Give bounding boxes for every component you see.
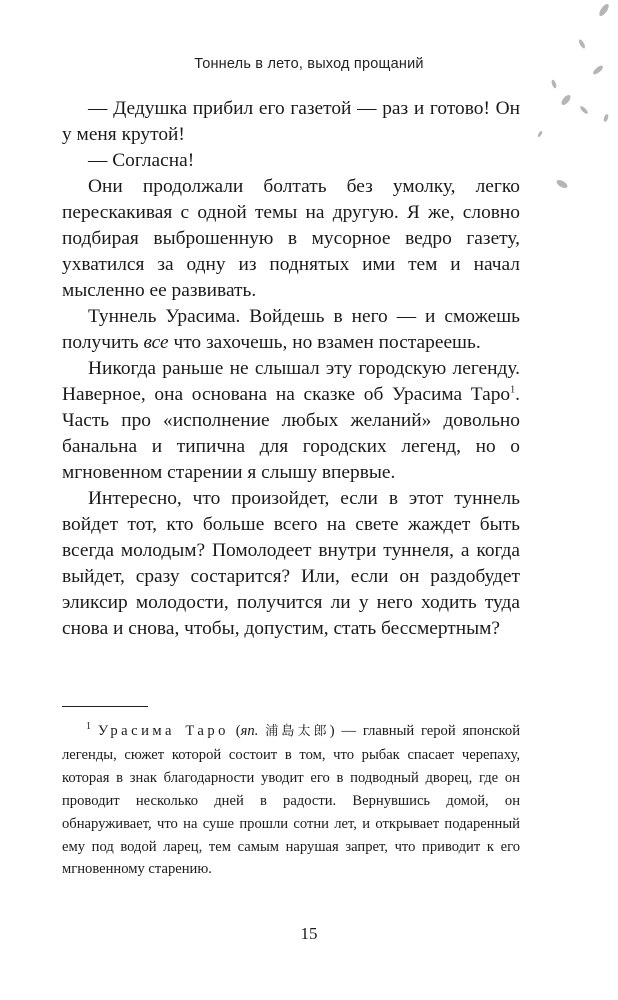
paragraph-narration-2 bbox=[62, 304, 520, 356]
paragraph-dialogue-2: — Согласна! bbox=[88, 150, 195, 171]
paragraph-narration-3 bbox=[62, 356, 520, 486]
paragraph-narration-4: Интересно, что произойдет, если в этот туннель войдет тот, кто больше всего на свете жаждет быть всегда молодым? Помолодеет внутри туннеля, а когда выйдет, сразу состарится? Или, если он раздобудет эликсир молодости, получится ли у него ходить туда снова и снова, чтобы, допустим, стать бессмертным? bbox=[62, 488, 520, 639]
footnote-reference[interactable]: 1 bbox=[510, 384, 516, 396]
footnote-paragraph: $^1$ Урасима Таро (яп. 浦島太郎) — главный герой японской легенды, сюжет которой состоит в том, что рыбак спасает черепаху, которая в знак благодарности уводит его в подводный дворец, где он проводит несколько дней в радости. Вернувшись домой, он обнаруживает, что на суше прошли сотни лет, и открывает подаренный ему под водой ларец, тем самым нарушая запрет, что приводит к его мгновенному старению. bbox=[62, 721, 521, 878]
footnote-original-term: 浦島太郎 bbox=[265, 724, 330, 739]
footnote-language-label: яп. bbox=[240, 723, 259, 739]
petals-icon bbox=[538, 0, 618, 200]
paragraph-narration-1: Они продолжали болтать без умолку, легко перескакивая с одной темы на другую. Я же, словно подбирая выброшенную в мусорное ведро газету, ухватился за одну из поднятых ими тем и начал мысленно ее развивать. bbox=[62, 176, 520, 301]
paragraph-text-fragment: Туннель Урасима. Войдешь в него — и сможешь получить bbox=[62, 306, 520, 353]
falling-petals-decoration bbox=[538, 0, 618, 200]
main-text bbox=[62, 96, 520, 642]
footnote-marker: 1 bbox=[86, 721, 91, 733]
footnote bbox=[62, 720, 520, 881]
paragraph-text-fragment: Никогда раньше не слышал эту городскую легенду. Наверное, она основана на сказке об Урасима Таро bbox=[62, 358, 520, 405]
page-number: 15 bbox=[300, 924, 318, 943]
footnote-text: — главный герой японской легенды, сюжет которой состоит в том, что рыбак спасает черепаху, которая в знак благодарности уводит его в подводный дворец, где он проводит несколько дней в радости. Вернувшись домой, он обнаруживает, что на суше прошли сотни лет, и открывает подаренный ему под водой ларец, тем самым нарушая запрет, что приводит к его мгновенному старению. bbox=[62, 723, 521, 878]
paragraph-dialogue-1: — Дедушка прибил его газетой — раз и готово! Он у меня крутой! bbox=[62, 98, 520, 145]
emphasis-word: все bbox=[143, 332, 169, 353]
footnote-term: Урасима Таро bbox=[97, 723, 229, 739]
running-head: Тоннель в лето, выход прощаний bbox=[194, 56, 424, 72]
paragraph-text-fragment: что захочешь, но взамен постареешь. bbox=[168, 332, 481, 353]
footnote-divider bbox=[62, 706, 148, 707]
paragraph-text-fragment: . Часть про «исполнение любых желаний» довольно банальна и типична для городских легенд, но о мгновенном старении я слышу впервые. bbox=[62, 384, 520, 483]
